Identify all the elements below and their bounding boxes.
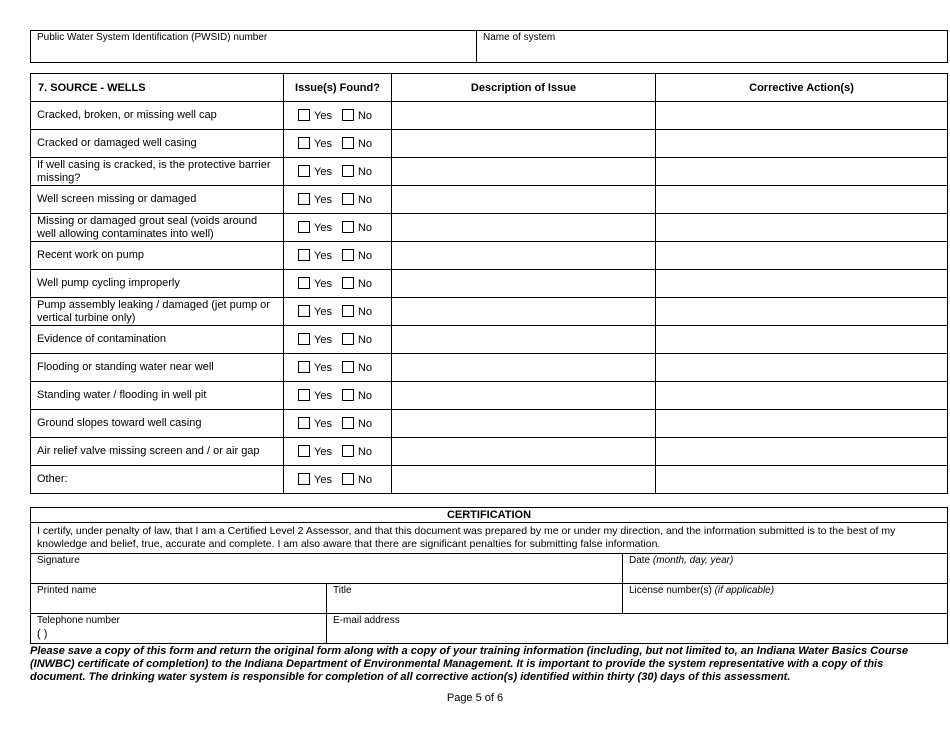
description-cell[interactable] xyxy=(392,326,656,354)
telephone-format: ( ) xyxy=(37,628,48,640)
signature-field[interactable] xyxy=(31,554,623,584)
description-cell[interactable] xyxy=(392,382,656,410)
issue-found-cell xyxy=(284,326,392,354)
no-label: No xyxy=(357,250,373,262)
license-hint: (if applicable) xyxy=(714,585,775,596)
yes-checkbox[interactable] xyxy=(298,109,310,121)
description-cell[interactable] xyxy=(392,130,656,158)
well-item-label: If well casing is cracked, is the protective barrier missing? xyxy=(31,158,284,186)
date-field[interactable] xyxy=(623,554,948,584)
description-cell[interactable] xyxy=(392,102,656,130)
issue-found-cell xyxy=(284,242,392,270)
table-row xyxy=(31,130,948,158)
no-label: No xyxy=(357,474,373,486)
corrective-action-cell[interactable] xyxy=(656,130,948,158)
no-checkbox[interactable] xyxy=(342,137,354,149)
issue-found-cell xyxy=(284,438,392,466)
yes-checkbox[interactable] xyxy=(298,249,310,261)
email-label: E-mail address xyxy=(333,615,400,626)
well-item-label: Other: xyxy=(31,466,284,494)
footer-note: Please save a copy of this form and return the original form along with a copy of your training information (including, but not limited to, an Indiana Water Basics Course (INWBC) certificate of completion) to the Indiana Department of Environmental Management. It is important to provide the system representative with a copy of this document. The drinking water system is responsible for completion of all corrective action(s) identified within thirty (30) days of this assessment. xyxy=(30,645,909,683)
no-label: No xyxy=(357,222,373,234)
yes-checkbox[interactable] xyxy=(298,417,310,429)
issue-found-cell xyxy=(284,354,392,382)
no-option[interactable] xyxy=(342,137,372,150)
yes-option[interactable] xyxy=(298,137,332,150)
issue-found-cell xyxy=(284,270,392,298)
no-checkbox[interactable] xyxy=(342,473,354,485)
yes-option[interactable] xyxy=(298,417,332,430)
issue-found-cell xyxy=(284,158,392,186)
printed-name-field[interactable] xyxy=(31,584,327,614)
no-option[interactable] xyxy=(342,249,372,262)
no-label: No xyxy=(357,446,373,458)
yes-option[interactable] xyxy=(298,249,332,262)
no-checkbox[interactable] xyxy=(342,445,354,457)
pwsid-field[interactable] xyxy=(31,31,477,63)
yes-option[interactable] xyxy=(298,445,332,458)
corrective-action-cell[interactable] xyxy=(656,438,948,466)
table-row xyxy=(31,242,948,270)
well-item-label: Cracked, broken, or missing well cap xyxy=(31,102,284,130)
no-checkbox[interactable] xyxy=(342,277,354,289)
description-cell[interactable] xyxy=(392,466,656,494)
yes-checkbox[interactable] xyxy=(298,137,310,149)
yes-option[interactable] xyxy=(298,221,332,234)
issue-found-cell xyxy=(284,186,392,214)
no-checkbox[interactable] xyxy=(342,221,354,233)
well-item-label: Recent work on pump xyxy=(31,242,284,270)
no-label: No xyxy=(357,362,373,374)
corrective-action-cell[interactable] xyxy=(656,242,948,270)
issue-found-cell xyxy=(284,102,392,130)
table-row xyxy=(31,410,948,438)
date-hint: (month, day, year) xyxy=(652,555,734,566)
issue-found-cell xyxy=(284,214,392,242)
no-option[interactable] xyxy=(342,109,372,122)
corrective-action-cell[interactable] xyxy=(656,270,948,298)
yes-option[interactable] xyxy=(298,389,332,402)
no-option[interactable] xyxy=(342,361,372,374)
no-checkbox[interactable] xyxy=(342,193,354,205)
table-row xyxy=(31,438,948,466)
description-cell[interactable] xyxy=(392,354,656,382)
well-item-label: Missing or damaged grout seal (voids around well allowing contaminates into well) xyxy=(31,214,284,242)
well-item-label: Standing water / flooding in well pit xyxy=(31,382,284,410)
yes-checkbox[interactable] xyxy=(298,193,310,205)
yes-label: Yes xyxy=(314,278,332,290)
yes-label: Yes xyxy=(314,194,332,206)
description-cell[interactable] xyxy=(392,186,656,214)
table-row xyxy=(31,270,948,298)
description-cell[interactable] xyxy=(392,298,656,326)
table-row xyxy=(31,298,948,326)
yes-label: Yes xyxy=(314,362,332,374)
no-option[interactable] xyxy=(342,221,372,234)
title-field[interactable] xyxy=(327,584,623,614)
issue-found-cell xyxy=(284,382,392,410)
section-title: 7. SOURCE - WELLS xyxy=(31,74,284,102)
email-field[interactable] xyxy=(327,614,948,644)
license-label: License number(s) xyxy=(629,585,712,596)
issue-found-cell xyxy=(284,298,392,326)
yes-label: Yes xyxy=(314,166,332,178)
no-option[interactable] xyxy=(342,305,372,318)
no-option[interactable] xyxy=(342,277,372,290)
yes-option[interactable] xyxy=(298,277,332,290)
yes-label: Yes xyxy=(314,222,332,234)
description-cell[interactable] xyxy=(392,158,656,186)
no-label: No xyxy=(357,334,373,346)
no-option[interactable] xyxy=(342,193,372,206)
no-label: No xyxy=(357,138,373,150)
yes-checkbox[interactable] xyxy=(298,445,310,457)
no-option[interactable] xyxy=(342,333,372,346)
no-option[interactable] xyxy=(342,417,372,430)
issue-found-cell xyxy=(284,130,392,158)
no-label: No xyxy=(357,390,373,402)
description-cell[interactable] xyxy=(392,410,656,438)
yes-label: Yes xyxy=(314,334,332,346)
no-checkbox[interactable] xyxy=(342,333,354,345)
well-item-label: Well screen missing or damaged xyxy=(31,186,284,214)
yes-label: Yes xyxy=(314,390,332,402)
table-row xyxy=(31,214,948,242)
no-checkbox[interactable] xyxy=(342,389,354,401)
yes-label: Yes xyxy=(314,138,332,150)
yes-option[interactable] xyxy=(298,165,332,178)
yes-checkbox[interactable] xyxy=(298,221,310,233)
well-item-label: Pump assembly leaking / damaged (jet pump or vertical turbine only) xyxy=(31,298,284,326)
corrective-action-cell[interactable] xyxy=(656,466,948,494)
no-label: No xyxy=(357,194,373,206)
table-row xyxy=(31,158,948,186)
corrective-action-cell[interactable] xyxy=(656,102,948,130)
yes-checkbox[interactable] xyxy=(298,333,310,345)
source-wells-table xyxy=(30,73,948,494)
yes-checkbox[interactable] xyxy=(298,389,310,401)
well-item-label: Well pump cycling improperly xyxy=(31,270,284,298)
no-checkbox[interactable] xyxy=(342,249,354,261)
yes-checkbox[interactable] xyxy=(298,277,310,289)
signature-label: Signature xyxy=(37,555,80,566)
pwsid-label: Public Water System Identification (PWSID) number xyxy=(37,32,268,43)
corrective-action-cell[interactable] xyxy=(656,298,948,326)
no-label: No xyxy=(357,278,373,290)
certification-title: CERTIFICATION xyxy=(31,508,948,523)
yes-checkbox[interactable] xyxy=(298,305,310,317)
issue-found-cell xyxy=(284,410,392,438)
no-label: No xyxy=(357,166,373,178)
yes-checkbox[interactable] xyxy=(298,361,310,373)
table-header-row xyxy=(31,74,948,102)
issues-found-header: Issue(s) Found? xyxy=(284,74,392,102)
corrective-action-cell[interactable] xyxy=(656,214,948,242)
well-item-label: Ground slopes toward well casing xyxy=(31,410,284,438)
yes-label: Yes xyxy=(314,110,332,122)
yes-option[interactable] xyxy=(298,361,332,374)
no-label: No xyxy=(357,306,373,318)
yes-checkbox[interactable] xyxy=(298,165,310,177)
description-cell[interactable] xyxy=(392,270,656,298)
no-checkbox[interactable] xyxy=(342,361,354,373)
yes-label: Yes xyxy=(314,418,332,430)
table-row xyxy=(31,354,948,382)
well-item-label: Air relief valve missing screen and / or air gap xyxy=(31,438,284,466)
yes-label: Yes xyxy=(314,446,332,458)
yes-label: Yes xyxy=(314,250,332,262)
issue-found-cell xyxy=(284,466,392,494)
date-label: Date xyxy=(629,555,651,566)
no-checkbox[interactable] xyxy=(342,417,354,429)
no-checkbox[interactable] xyxy=(342,109,354,121)
system-name-label: Name of system xyxy=(483,32,556,43)
no-option[interactable] xyxy=(342,473,372,486)
yes-option[interactable] xyxy=(298,193,332,206)
no-option[interactable] xyxy=(342,445,372,458)
description-cell[interactable] xyxy=(392,438,656,466)
table-row xyxy=(31,102,948,130)
table-row xyxy=(31,326,948,354)
printed-name-label: Printed name xyxy=(37,585,97,596)
wells-body xyxy=(31,102,948,494)
description-header: Description of Issue xyxy=(392,74,656,102)
certification-statement: I certify, under penalty of law, that I am a Certified Level 2 Assessor, and that this document was prepared by me or under my direction, and the information submitted is to the best of my knowledge and belief, true, accurate and complete. I am also aware that there are significant penalties for submitting false information. xyxy=(31,523,948,554)
table-row xyxy=(31,186,948,214)
yes-label: Yes xyxy=(314,474,332,486)
no-checkbox[interactable] xyxy=(342,165,354,177)
corrective-action-cell[interactable] xyxy=(656,354,948,382)
corrective-action-header: Corrective Action(s) xyxy=(656,74,948,102)
yes-option[interactable] xyxy=(298,109,332,122)
no-option[interactable] xyxy=(342,389,372,402)
yes-checkbox[interactable] xyxy=(298,473,310,485)
page-number: Page 5 of 6 xyxy=(446,692,504,704)
corrective-action-cell[interactable] xyxy=(656,410,948,438)
well-item-label: Evidence of contamination xyxy=(31,326,284,354)
certification-table xyxy=(30,507,948,644)
system-name-field[interactable] xyxy=(477,31,948,63)
yes-option[interactable] xyxy=(298,333,332,346)
telephone-label: Telephone number xyxy=(37,615,120,626)
well-item-label: Cracked or damaged well casing xyxy=(31,130,284,158)
no-label: No xyxy=(357,418,373,430)
title-label: Title xyxy=(333,585,352,596)
corrective-action-cell[interactable] xyxy=(656,326,948,354)
no-option[interactable] xyxy=(342,165,372,178)
table-row xyxy=(31,382,948,410)
yes-label: Yes xyxy=(314,306,332,318)
description-cell[interactable] xyxy=(392,214,656,242)
no-label: No xyxy=(357,110,373,122)
telephone-field[interactable] xyxy=(31,614,327,644)
well-item-label: Flooding or standing water near well xyxy=(31,354,284,382)
license-field[interactable] xyxy=(623,584,948,614)
corrective-action-cell[interactable] xyxy=(656,186,948,214)
table-row xyxy=(31,466,948,494)
description-cell[interactable] xyxy=(392,242,656,270)
yes-option[interactable] xyxy=(298,473,332,486)
corrective-action-cell[interactable] xyxy=(656,158,948,186)
system-info-table xyxy=(30,30,948,63)
corrective-action-cell[interactable] xyxy=(656,382,948,410)
no-checkbox[interactable] xyxy=(342,305,354,317)
yes-option[interactable] xyxy=(298,305,332,318)
